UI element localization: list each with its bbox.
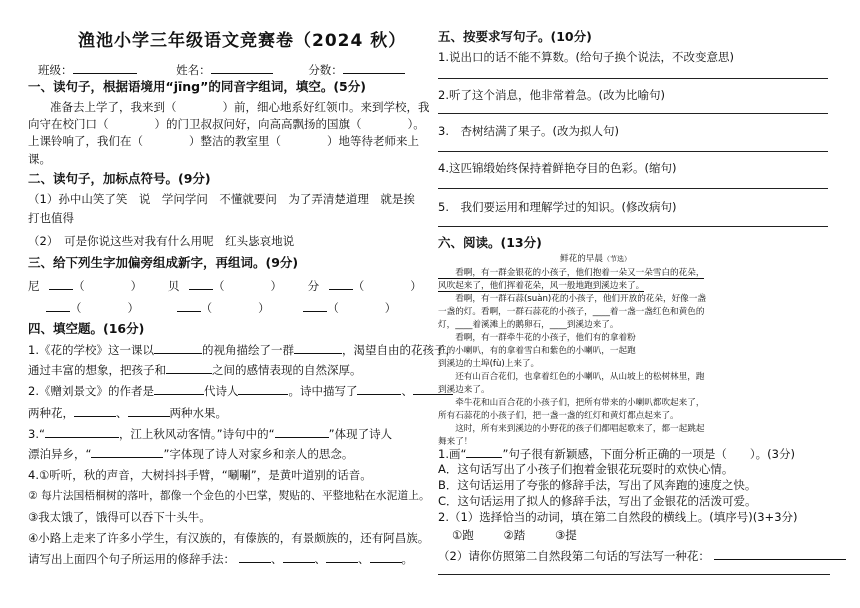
s4-text: ”体现了诗人	[328, 427, 393, 441]
s2-line-2: 打也值得	[28, 211, 74, 225]
s3-blank[interactable]	[46, 300, 70, 312]
s4-text: 两种花，	[28, 406, 74, 420]
name-label: 姓名：	[176, 63, 211, 77]
section-3-heading: 三、给下列生字加偏旁组成新字，再组词。(9分)	[28, 255, 299, 270]
s4-blank[interactable]	[370, 551, 402, 563]
q2b-text: （2）请你仿照第二自然段第二句话的写法写一种花：	[438, 549, 710, 563]
s4-blank[interactable]	[238, 383, 288, 395]
q1-text: 1.画“	[438, 447, 467, 461]
s3-blank[interactable]	[189, 278, 213, 290]
char-bei: 贝	[167, 279, 180, 293]
s3-paren[interactable]: （ ）	[212, 279, 282, 293]
section-6-heading: 六、阅读。(13分)	[438, 235, 542, 250]
s4-text: ，江上秋风动客情。”诗句中的“	[118, 427, 275, 441]
s4-sep: 、	[314, 552, 326, 566]
reading-line: 到溪边来了。	[438, 385, 490, 395]
reading-line: 红的小喇叭，有的拿着雪白和紫色的小喇叭，一起跑	[438, 346, 636, 356]
s4-sep: 、	[116, 406, 128, 420]
reading-note: （节选）	[602, 255, 631, 263]
reading-line: 舞来了！	[438, 437, 473, 447]
reading-line: 看啊，有一群牵牛花的小孩子，他们有的拿着粉	[438, 333, 636, 343]
reading-line: 看啊，有一群石蒜(suàn)花的小孩子，他们开放的花朵，好像一盏	[438, 294, 706, 304]
s3-paren[interactable]: （ ）	[352, 279, 422, 293]
reading-title	[560, 254, 631, 265]
s4-text: ”字体现了诗人对家乡和亲人的思念。	[163, 447, 354, 461]
s4-blank[interactable]	[154, 342, 202, 354]
s4-line-10: ④小路上走来了许多小学生，有汉族的，有傣族的，有景颇族的，还有阿昌族。	[28, 531, 430, 545]
s4-text: 1.《花的学校》这一课以	[28, 343, 154, 357]
s4-sep: 、	[401, 384, 413, 398]
s5-question-5: 5. 我们要运用和理解学过的知识。(修改病句)	[438, 200, 677, 214]
answer-line[interactable]	[438, 151, 828, 152]
s3-blank[interactable]	[329, 278, 353, 290]
section-1-heading: 一、读句子，根据语境用“jīng”的同音字组词，填空。(5分)	[28, 79, 366, 94]
s2-line-3: （2） 可是你说这些对我有什么用呢 红头毖哀地说	[28, 234, 295, 248]
s5-question-1: 1.说出口的话不能不算数。(给句子换个说法，不改变意思)	[438, 50, 734, 64]
s4-text: 之间的感情表现的自然深厚。	[212, 363, 362, 377]
s4-line-6	[28, 446, 353, 461]
s4-line-2	[28, 362, 362, 377]
q2b-blank[interactable]	[714, 548, 846, 560]
s4-blank[interactable]	[128, 405, 170, 417]
name-blank[interactable]	[211, 62, 273, 74]
answer-line[interactable]	[438, 113, 828, 114]
s1-line-1: 准备去上学了，我来到（ ）前，细心地系好红领巾。来到学校，我	[50, 100, 430, 114]
s3-blank[interactable]	[49, 278, 73, 290]
s4-text: 漂泊异乡，“	[28, 447, 92, 461]
s2-line-1: （1）孙中山笑了笑 说 学问学问 不懂就要问 为了弄清楚道理 就是挨	[28, 192, 415, 206]
reading-line: 这时，所有来到溪边的小野花的孩子们都唱起歌来了，都一起跳起	[438, 424, 705, 434]
reading-line	[438, 281, 644, 292]
s4-text: 的视角描绘了一群	[201, 343, 294, 357]
s4-text: ，渴望自由的花孩子，	[341, 343, 457, 357]
s4-line-1	[28, 342, 457, 357]
choice-run[interactable]: ①跑	[452, 528, 474, 542]
s3-paren[interactable]: （ ）	[200, 301, 270, 315]
s4-line-9: ③我太饿了，饿得可以吞下十头牛。	[28, 510, 211, 524]
reading-line: 还有山百合花们，也拿着红色的小喇叭，从山坡上的松树林里，跑	[438, 372, 705, 382]
s4-line-8: ② 每片法国梧桐树的落叶，都像一个金色的小巴掌，熨贴的、平整地粘在水泥道上。	[28, 489, 430, 502]
s4-text: 通过丰富的想象，把孩子和	[28, 363, 166, 377]
choice-step[interactable]: ②踏	[503, 528, 526, 542]
s5-question-3: 3. 杏树结满了果子。(改为拟人句)	[438, 124, 619, 138]
verb-choices	[452, 528, 577, 542]
s4-blank[interactable]	[74, 405, 116, 417]
answer-line[interactable]	[438, 78, 828, 79]
s4-text: 2.《赠刘景文》的作者是	[28, 384, 154, 398]
s4-line-7: 4.①听听，秋的声音，大树抖抖手臂，“唰唰”，是黄叶道别的话音。	[28, 468, 372, 482]
reading-line: 一盏的灯。看啊，一群石蒜花的小孩子，____着一盏一盏红色和黄色的	[438, 307, 705, 317]
reading-title-text: 鲜花的早晨	[560, 254, 603, 264]
s4-text: 代诗人	[203, 384, 239, 398]
s1-line-2: 向守在校门口（ ）的门卫叔叔问好，向高高飘扬的国旗（ ）。	[28, 117, 425, 131]
s4-text: 。诗中描写了	[288, 384, 358, 398]
q1-text: ”句子很有新颖感，下面分析正确的一项是（ ）。(3分)	[502, 447, 795, 461]
info-row	[38, 62, 405, 77]
s3-paren[interactable]: （ ）	[70, 301, 139, 315]
s1-line-3: 上课铃响了，我们在（ ）整洁的教室里（ ）地等待老师来上	[28, 134, 419, 148]
reading-line	[438, 268, 704, 279]
s4-blank[interactable]	[91, 446, 163, 458]
answer-line[interactable]	[438, 226, 828, 227]
answer-line[interactable]	[438, 574, 830, 575]
s4-line-11	[28, 551, 413, 566]
s4-blank[interactable]	[275, 426, 329, 438]
option-c[interactable]: C．这句话运用了拟人的修辞手法，写出了金银花的活泼可爱。	[438, 494, 757, 508]
s4-sep: 、	[271, 552, 283, 566]
s4-text: 请写出上面四个句子所运用的修辞手法：	[28, 552, 235, 566]
section-5-heading: 五、按要求写句子。(10分)	[438, 29, 592, 44]
s4-end: 。	[401, 552, 413, 566]
class-label: 班级：	[38, 63, 73, 77]
s3-blank[interactable]	[177, 300, 201, 312]
s4-line-4	[28, 405, 227, 420]
reading-question-1	[438, 446, 795, 461]
s3-blank[interactable]	[303, 300, 327, 312]
s3-row-2	[28, 300, 396, 315]
s3-paren[interactable]: （ ）	[327, 301, 397, 315]
section-2-heading: 二、读句子，加标点符号。(9分)	[28, 171, 211, 186]
class-blank[interactable]	[73, 62, 137, 74]
s4-text: 3.“	[28, 427, 45, 441]
s4-blank[interactable]	[326, 551, 358, 563]
reading-line: 所有石蒜花的小孩子们，把一盏一盏的红灯和黄灯都点起来了。	[438, 411, 679, 421]
char-fen: 分	[307, 279, 320, 293]
answer-line[interactable]	[438, 188, 828, 189]
s4-blank[interactable]	[45, 426, 119, 438]
underlined-sentence: 风吹起来了，他们挥着花朵，风一般地跑到溪边来了。	[438, 281, 645, 291]
option-b[interactable]: B．这句话运用了夸张的修辞手法，写出了风奔跑的速度之快。	[438, 478, 757, 492]
reading-line: 到溪边的土埠(fù)上来了。	[438, 359, 540, 369]
q1-blank[interactable]	[466, 446, 502, 458]
underlined-sentence: 看啊，有一群金银花的小孩子，他们抱着一朵又一朵雪白的花朵，	[438, 268, 705, 278]
score-label: 分数：	[308, 63, 343, 77]
s4-sep: 、	[358, 552, 370, 566]
page-title: 渔池小学三年级语文竞赛卷（2024 秋）	[78, 31, 407, 51]
reading-question-2b	[438, 548, 846, 563]
s4-line-3	[28, 383, 453, 398]
s5-question-2: 2.听了这个消息，他非常着急。(改为比喻句)	[438, 88, 665, 102]
score-blank[interactable]	[343, 62, 405, 74]
option-a[interactable]: A．这句话写出了小孩子们抱着金银花玩耍时的欢快心情。	[438, 462, 734, 476]
reading-question-2: 2.（1）选择恰当的动词，填在第二自然段的横线上。(填序号)(3+3分)	[438, 510, 798, 524]
char-ni: 尼	[28, 279, 40, 293]
s4-blank[interactable]	[283, 551, 315, 563]
s4-blank[interactable]	[166, 362, 212, 374]
s4-line-5	[28, 426, 392, 441]
s5-question-4: 4.这匹锦缎始终保持着鲜艳夺目的色彩。(缩句)	[438, 161, 677, 175]
s3-paren[interactable]: （ ）	[73, 279, 143, 293]
s4-text: 两种水果。	[169, 406, 227, 420]
reading-line: 灯，____着溪滩上的鹅卵石，____到溪边来了。	[438, 320, 619, 330]
s3-row-1	[28, 278, 422, 293]
s4-blank[interactable]	[154, 383, 204, 395]
s4-blank[interactable]	[357, 383, 401, 395]
s4-blank[interactable]	[239, 551, 271, 563]
reading-line: 牵牛花和山百合花的小孩子们，把所有带来的小喇叭都吹起来了，	[438, 398, 705, 408]
choice-carry[interactable]: ③提	[554, 528, 577, 542]
s4-blank[interactable]	[294, 342, 342, 354]
section-4-heading: 四、填空题。(16分)	[28, 321, 145, 336]
s1-line-4: 课。	[28, 152, 51, 166]
